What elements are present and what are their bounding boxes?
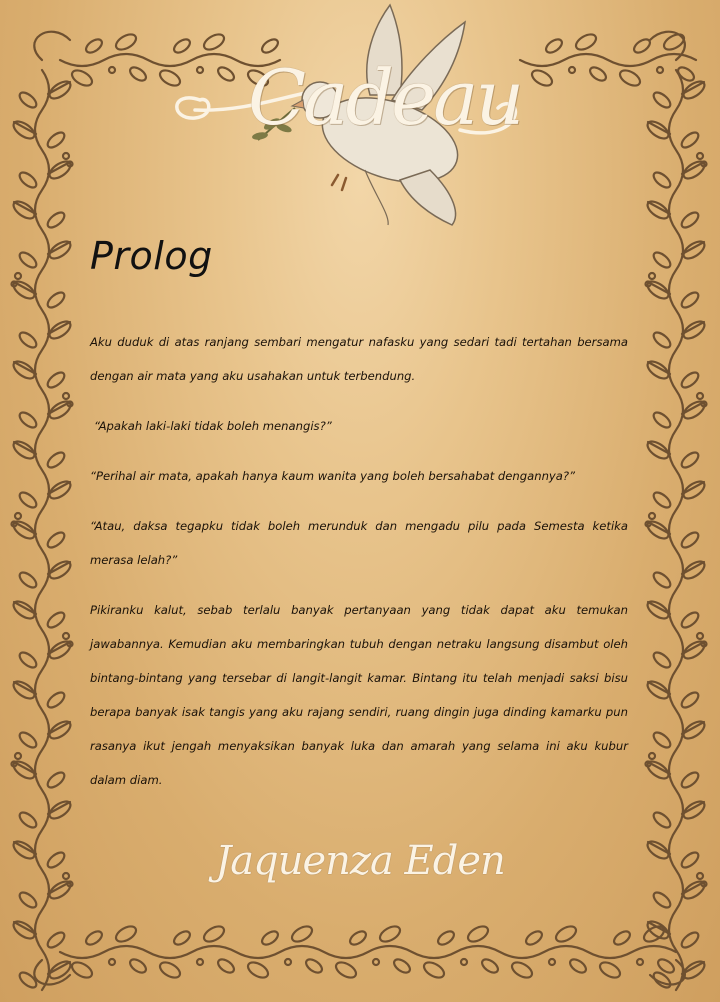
paragraph: “Perihal air mata, apakah hanya kaum wanita yang boleh bersahabat dengannya?” — [90, 469, 576, 483]
paragraph: “Apakah laki-laki tidak boleh menangis?” — [94, 419, 332, 433]
page-title: Prolog — [90, 234, 213, 278]
logo-title: Cadeau — [248, 53, 522, 142]
prologue-text — [90, 325, 628, 813]
paragraph: Aku duduk di atas ranjang sembari mengatur nafasku yang sedari tadi tertahan bersama dengan air mata yang aku usahakan untuk terbendung. — [90, 335, 628, 383]
paragraph: Pikiranku kalut, sebab terlalu banyak pertanyaan yang tidak dapat aku temukan jawabannya. Kemudian aku membaringkan tubuh dengan netraku langsung disambut oleh bintang-bintang yang tersebar di langit-langit kamar. Bintang itu telah menjadi saksi bisu berapa banyak isak tangis yang aku rajang sendiri, ruang dingin juga dinding kamarku pun rasanya ikut jengah menyaksikan banyak luka dan amarah yang selama ini aku kubur dalam diam. — [90, 603, 628, 787]
paragraph: “Atau, daksa tegapku tidak boleh merunduk dan mengadu pilu pada Semesta ketika merasa lelah?” — [90, 519, 628, 567]
author-signature: Jaquenza Eden — [215, 838, 505, 884]
